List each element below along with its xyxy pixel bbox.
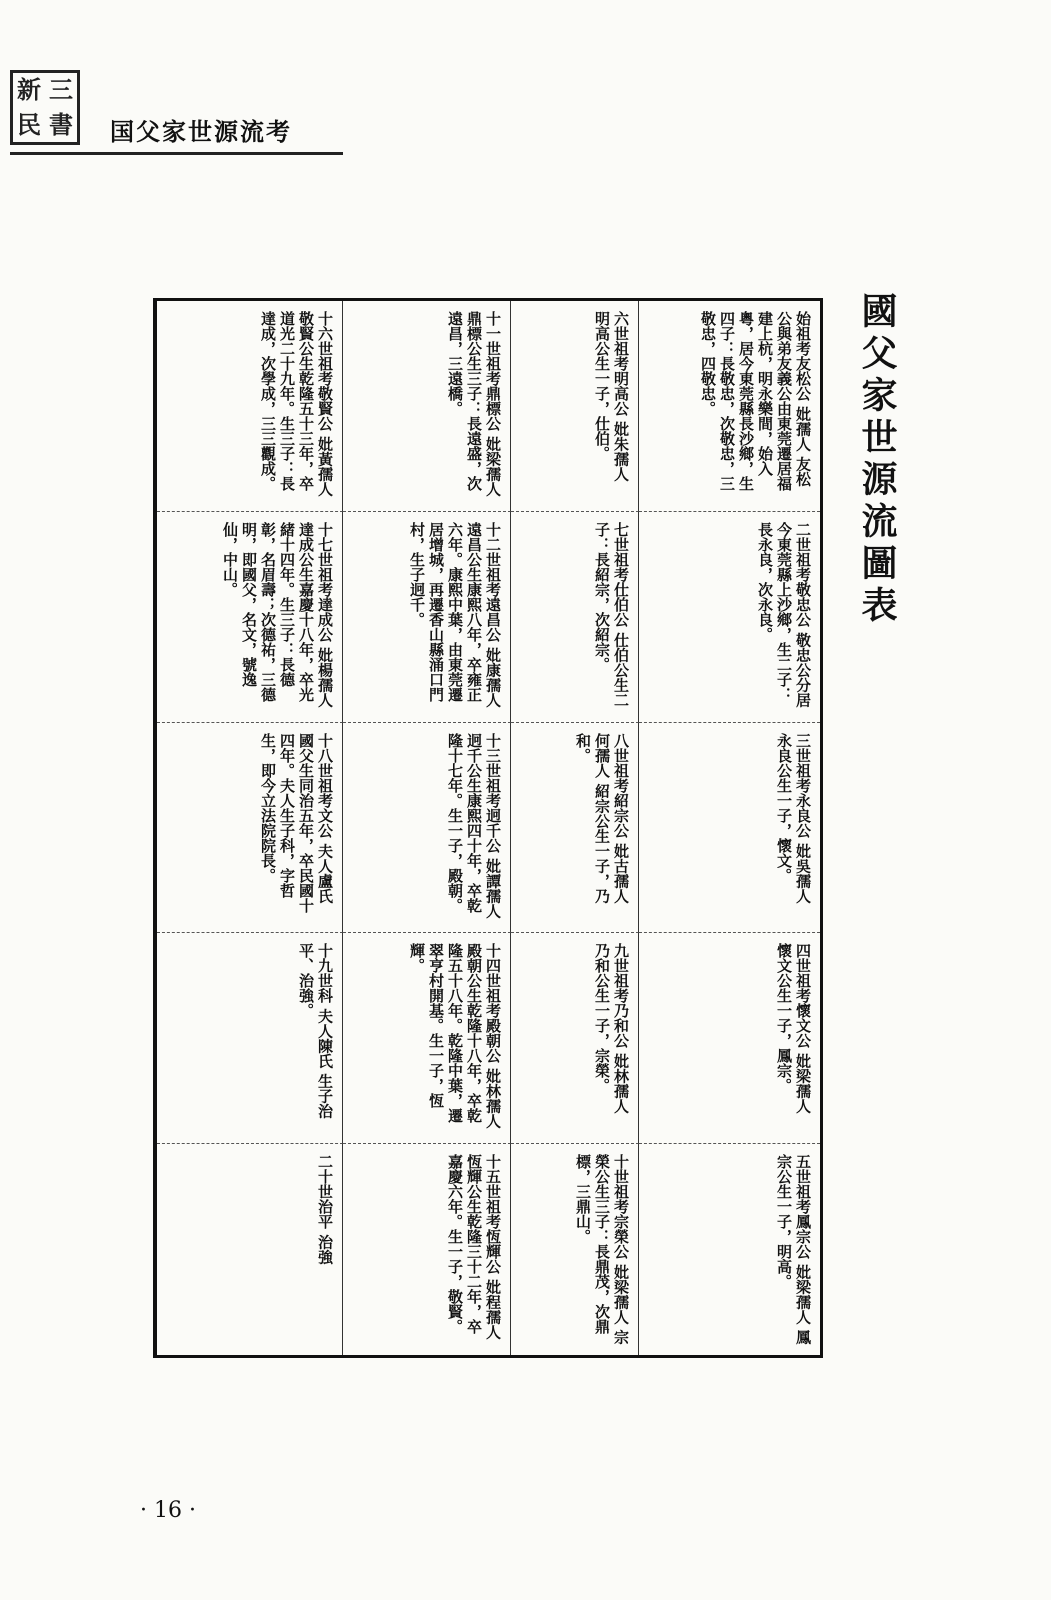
generation-cell	[343, 301, 511, 512]
generation-entry: 十七世祖考達成公 妣楊孺人 達成公生嘉慶十八年，卒光緒十四年。生三子：長德彰，名眉壽；次德祐，三德明，即國父，名文，號逸仙，中山。	[221, 521, 334, 708]
generation-entry: 始祖考友松公 妣孺人 友松公與弟友義公由東莞遷居福建上杭，明永樂間，始入粵，居今東莞縣長沙鄉，生四子：長敬忠，次敬忠，三敬忠，四敬忠。	[699, 311, 812, 491]
seal-char: 三	[49, 75, 73, 104]
seal-char: 書	[49, 109, 73, 139]
generation-entry: 五世祖考鳳宗公 妣梁孺人 鳳宗公生一子，明高。	[775, 1154, 812, 1345]
generation-entry: 十五世祖考恆輝公 妣程孺人 恆輝公生乾隆三十二年，卒嘉慶六年。生一子，敬賢。	[446, 1154, 502, 1340]
generation-entry: 八世祖考紹宗公 妣古孺人 何孺人 紹宗公生一子，乃和。	[574, 732, 630, 903]
generation-entry: 十三世祖考迥千公 妣譚孺人 迥千公生康熙四十年，卒乾隆十七年。生一子，殿朝。	[446, 732, 502, 918]
header-divider	[10, 152, 343, 155]
generation-cell	[639, 301, 820, 512]
generation-entry: 七世祖考仕伯公 仕伯公生二子：長紹宗，次紹宗。	[593, 521, 630, 708]
chart-title: 國父家世源流圖表	[856, 292, 898, 628]
generation-cell	[639, 1144, 820, 1355]
generation-cell	[639, 933, 820, 1144]
generation-cell	[511, 933, 639, 1144]
genealogy-table	[153, 298, 823, 1358]
generation-cell	[511, 1144, 639, 1355]
generation-cell	[639, 723, 820, 934]
generation-cell	[343, 512, 511, 723]
generation-cell	[639, 512, 820, 723]
generation-entry: 十九世科 夫人陳氏 生子治平、治強。	[297, 943, 334, 1119]
generation-entry: 三世祖考永良公 妣吳孺人 永良公生一子，懷文。	[775, 732, 812, 903]
generation-cell	[343, 933, 511, 1144]
generation-entry: 六世祖考明高公 妣朱孺人 明高公生一子，仕伯。	[593, 311, 630, 482]
generation-entry: 十二世祖考遠昌公 妣康孺人 遠昌公生康熙八年，卒雍正六年。康熙中葉，由東莞遷居增城，再遷香山縣涌口門村，生子迥千。	[408, 521, 502, 708]
generation-cell	[343, 723, 511, 934]
generation-cell	[157, 512, 343, 723]
seal-logo	[10, 70, 80, 145]
generation-entry: 十世祖考宗榮公 妣梁孺人 宗榮公生三子：長鼎茂，次鼎標，三鼎山。	[574, 1154, 630, 1345]
generation-entry: 九世祖考乃和公 妣林孺人 乃和公生一子，宗榮。	[593, 943, 630, 1114]
generation-entry: 二十世治平 治強	[316, 1154, 334, 1265]
generation-cell	[511, 512, 639, 723]
generation-entry: 四世祖考懷文公 妣梁孺人 懷文公生一子，鳳宗。	[775, 943, 812, 1114]
generation-cell	[511, 301, 639, 512]
generation-cell	[343, 1144, 511, 1355]
page-number: · 16 ·	[140, 1498, 196, 1523]
seal-char: 民	[17, 109, 41, 139]
generation-entry: 十一世祖考鼎標公 妣梁孺人 鼎標公生三子：長遠盛，次遠昌，三遠橋。	[446, 311, 502, 497]
generation-entry: 十六世祖考敬賢公 妣黃孺人 敬賢公生乾隆五十三年，卒道光二十九年。生三子：長達成，次學成，三三觀成。	[259, 311, 334, 497]
generation-cell	[157, 723, 343, 934]
generation-cell	[511, 723, 639, 934]
genealogy-grid	[157, 301, 820, 1355]
seal-char: 新	[17, 75, 41, 104]
generation-cell	[157, 301, 343, 512]
generation-cell	[157, 1144, 343, 1355]
generation-entry: 二世祖考敬忠公 敬忠公分居今東莞縣上沙鄉，生二子：長永良，次永良。	[756, 521, 812, 708]
generation-entry: 十八世祖考文公 夫人盧氏 國父生同治五年，卒民國十四年。夫人生子科，字哲生，即今立法院院長。	[259, 732, 334, 913]
book-title: 国父家世源流考	[110, 118, 292, 146]
generation-entry: 十四世祖考殿朝公 妣林孺人 殿朝公生乾隆十八年，卒乾隆五十八年。乾隆中葉，遷翠亨村開基。生一子，恆輝。	[408, 943, 502, 1129]
generation-cell	[157, 933, 343, 1144]
